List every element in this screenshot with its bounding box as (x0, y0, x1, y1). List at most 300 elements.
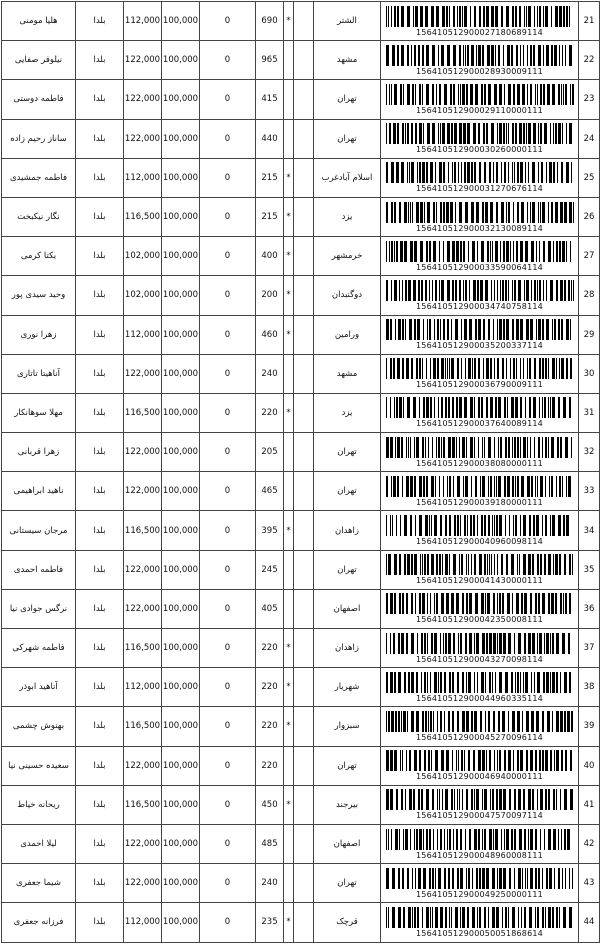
barcode-bar (391, 241, 393, 262)
barcode-bar (508, 202, 510, 223)
barcode (381, 750, 578, 781)
total-amount: 112,000 (124, 2, 162, 41)
barcode-bar (439, 789, 440, 810)
barcode-bar (556, 358, 557, 379)
barcode-bar (513, 515, 514, 536)
barcode-bar (424, 672, 426, 693)
city-name: یزد (314, 393, 381, 432)
barcode-bar (420, 241, 423, 262)
barcode-bar (443, 437, 445, 458)
barcode-bar (522, 84, 525, 105)
barcode-bar (508, 907, 509, 928)
barcode-bar (517, 437, 519, 458)
barcode-bar (437, 711, 438, 732)
barcode-bar (403, 829, 404, 850)
barcode-bar (407, 123, 409, 144)
barcode-bar (482, 45, 484, 66)
barcode-bar (445, 358, 446, 379)
barcode-bar (464, 162, 466, 183)
barcode-bar (453, 476, 454, 497)
barcode-bar (470, 437, 473, 458)
barcode-bar (488, 711, 490, 732)
recipient-name: نرگس جوادی نیا (2, 589, 76, 628)
barcode-bar (404, 515, 407, 536)
barcode-bar (483, 6, 485, 27)
barcode-bar (472, 907, 475, 928)
barcode-bar (404, 241, 407, 262)
barcode-bar (561, 358, 564, 379)
barcode-bar (456, 397, 458, 418)
barcode-bar (391, 280, 392, 301)
barcode-bar (507, 45, 510, 66)
star-mark: * (284, 158, 294, 197)
barcode-number: 156410512900042350008111 (416, 615, 543, 625)
base-amount: 100,000 (162, 158, 200, 197)
barcode-bar (545, 789, 547, 810)
barcode-bar (505, 437, 507, 458)
barcode-bar (492, 789, 494, 810)
total-amount: 112,000 (124, 903, 162, 942)
barcode-bar (542, 319, 544, 340)
barcode-bar (542, 907, 544, 928)
barcode-bar (386, 241, 387, 262)
barcode-bar (459, 280, 461, 301)
recipient-name: فرزانه جعفری (2, 903, 76, 942)
barcode-bar (422, 593, 425, 614)
barcode-bar (474, 437, 475, 458)
barcode-bar (510, 358, 511, 379)
barcode-bar (546, 868, 548, 889)
star-mark: * (284, 276, 294, 315)
barcode-bar (534, 437, 535, 458)
barcode-bar (512, 162, 513, 183)
barcode-bar (439, 84, 441, 105)
barcode-bar (388, 6, 389, 27)
barcode-bar (471, 711, 473, 732)
barcode-bar (489, 672, 491, 693)
code-value: 465 (256, 472, 284, 511)
code-value: 245 (256, 550, 284, 589)
barcode-number: 156410512900034740758114 (416, 301, 543, 311)
barcode-bar (564, 789, 567, 810)
barcode-bar (464, 319, 467, 340)
service-type: بلدا (76, 707, 124, 746)
barcode-bar (488, 476, 489, 497)
barcode-cell (381, 746, 579, 785)
barcode-bar (517, 711, 520, 732)
code-value: 240 (256, 864, 284, 903)
barcode-bar (427, 202, 430, 223)
barcode-bar (544, 554, 546, 575)
empty-cell (294, 276, 314, 315)
service-type: بلدا (76, 393, 124, 432)
barcode (381, 280, 578, 311)
barcode-bar (526, 711, 529, 732)
barcode-number: 156410512900032130089114 (416, 223, 543, 233)
barcode-bar (468, 241, 469, 262)
barcode-number: 156410512900050051868614 (416, 928, 543, 938)
barcode-bar (556, 672, 558, 693)
barcode-bar (457, 6, 458, 27)
barcode-bar (558, 868, 560, 889)
barcode-bar (467, 515, 468, 536)
empty-cell (294, 80, 314, 119)
barcode-bar (483, 358, 484, 379)
row-index: 32 (579, 433, 600, 472)
barcode-bar (539, 6, 541, 27)
barcode-bar (423, 319, 424, 340)
barcode-bar (432, 437, 433, 458)
barcode-bar (536, 319, 537, 340)
barcode-bar (459, 123, 462, 144)
barcode-cell (381, 119, 579, 158)
barcode-bar (520, 45, 521, 66)
barcode-bar (392, 45, 395, 66)
barcode-bar (498, 397, 501, 418)
barcode-bar (413, 280, 416, 301)
barcode-bar (414, 750, 417, 771)
barcode-number: 156410512900028930009111 (416, 66, 543, 76)
barcode-bar (482, 202, 484, 223)
barcode-bar (459, 789, 460, 810)
barcode-bar (393, 123, 396, 144)
barcode-bar (537, 554, 539, 575)
barcode-bar (543, 84, 545, 105)
barcode-bar (566, 6, 568, 27)
barcode-bar (390, 319, 392, 340)
empty-cell (294, 824, 314, 863)
service-type: بلدا (76, 2, 124, 41)
row-index: 43 (579, 864, 600, 903)
barcode-bar (542, 358, 544, 379)
recipient-name: فاطمه دوستی (2, 80, 76, 119)
barcode-bar (426, 84, 429, 105)
barcode-bar (390, 358, 392, 379)
table-row (2, 629, 600, 668)
barcode-number: 156410512900031270676114 (416, 184, 543, 194)
barcode-bar (514, 162, 515, 183)
barcode-bar (492, 515, 493, 536)
barcode-bar (397, 476, 399, 497)
barcode-bar (461, 162, 462, 183)
barcode-bar (408, 280, 411, 301)
service-type: بلدا (76, 550, 124, 589)
code-value: 220 (256, 668, 284, 707)
city-name: اصفهان (314, 589, 381, 628)
barcode-bar (486, 358, 489, 379)
barcode-bar (516, 358, 517, 379)
barcode-bar (476, 45, 477, 66)
barcode-bar (542, 202, 545, 223)
barcode-bar (514, 868, 515, 889)
barcode-bar (465, 202, 468, 223)
barcode-bar (388, 907, 389, 928)
service-type: بلدا (76, 433, 124, 472)
row-index: 25 (579, 158, 600, 197)
recipient-name: فاطمه شهرکی (2, 629, 76, 668)
barcode-bar (477, 241, 478, 262)
barcode-bar (397, 45, 399, 66)
zero-value: 0 (200, 746, 256, 785)
barcode-bar (413, 789, 415, 810)
row-index: 26 (579, 197, 600, 236)
barcode-bar (546, 280, 547, 301)
barcode-image (386, 123, 574, 144)
barcode-bar (477, 907, 478, 928)
barcode-bar (427, 319, 428, 340)
barcode-bar (437, 789, 438, 810)
barcode-bar (559, 358, 560, 379)
barcode-bar (439, 476, 440, 497)
barcode-bar (479, 554, 482, 575)
barcode-bar (388, 829, 389, 850)
empty-cell (294, 119, 314, 158)
barcode-bar (498, 711, 500, 732)
barcode-bar (562, 45, 563, 66)
barcode-bar (572, 868, 573, 889)
barcode-bar (527, 358, 528, 379)
barcode-bar (503, 241, 505, 262)
barcode-bar (523, 789, 525, 810)
barcode-bar (520, 515, 521, 536)
barcode-bar (480, 476, 481, 497)
barcode-bar (517, 672, 519, 693)
barcode-bar (465, 476, 468, 497)
base-amount: 100,000 (162, 197, 200, 236)
barcode-bar (503, 633, 506, 654)
barcode-bar (526, 319, 529, 340)
barcode-bar (538, 123, 539, 144)
barcode-bar (416, 437, 419, 458)
barcode-bar (535, 907, 536, 928)
barcode-bar (460, 84, 461, 105)
city-name: زاهدان (314, 511, 381, 550)
barcode-bar (442, 789, 443, 810)
barcode-bar (530, 319, 533, 340)
barcode-number: 156410512900043270098114 (416, 654, 543, 664)
barcode-cell (381, 550, 579, 589)
barcode-bar (558, 123, 561, 144)
barcode-bar (404, 672, 406, 693)
barcode-bar (394, 593, 396, 614)
barcode-bar (426, 358, 427, 379)
barcode-bar (465, 633, 467, 654)
barcode-bar (523, 123, 525, 144)
recipient-name: ساناز رحیم زاده (2, 119, 76, 158)
barcode-bar (501, 829, 502, 850)
barcode-bar (546, 45, 549, 66)
barcode-bar (407, 554, 410, 575)
barcode-bar (471, 45, 474, 66)
barcode-bar (564, 280, 566, 301)
barcode-bar (571, 711, 573, 732)
barcode-bar (545, 6, 548, 27)
barcode-bar (429, 319, 431, 340)
barcode-bar (489, 829, 492, 850)
barcode-bar (538, 868, 540, 889)
barcode-bar (515, 515, 517, 536)
barcode-bar (514, 829, 516, 850)
barcode-bar (534, 280, 536, 301)
barcode-bar (452, 868, 454, 889)
barcode-bar (411, 45, 412, 66)
barcode-bar (554, 750, 555, 771)
row-index: 40 (579, 746, 600, 785)
barcode-bar (394, 6, 396, 27)
barcode-bar (402, 593, 404, 614)
barcode-bar (559, 476, 561, 497)
barcode-bar (454, 162, 456, 183)
barcode-bar (504, 829, 505, 850)
code-value: 220 (256, 707, 284, 746)
barcode-bar (493, 162, 494, 183)
barcode-cell (381, 2, 579, 41)
base-amount: 100,000 (162, 315, 200, 354)
barcode-bar (559, 554, 561, 575)
barcode-bar (505, 280, 507, 301)
barcode-bar (419, 162, 421, 183)
barcode-bar (554, 319, 556, 340)
barcode-bar (512, 319, 514, 340)
barcode-bar (402, 358, 404, 379)
barcode-bar (552, 319, 553, 340)
barcode-bar (463, 476, 464, 497)
barcode-bar (516, 593, 519, 614)
barcode-bar (386, 515, 387, 536)
barcode-bar (410, 202, 411, 223)
barcode-bar (569, 45, 572, 66)
barcode-number: 156410512900039180000111 (416, 497, 543, 507)
barcode-bar (481, 397, 483, 418)
barcode-bar (431, 554, 434, 575)
barcode-bar (452, 750, 453, 771)
barcode-bar (499, 672, 502, 693)
barcode-bar (459, 45, 461, 66)
total-amount: 122,000 (124, 80, 162, 119)
star-mark: * (284, 785, 294, 824)
barcode-bar (565, 593, 567, 614)
barcode-bar (490, 241, 491, 262)
total-amount: 122,000 (124, 589, 162, 628)
barcode-bar (562, 123, 563, 144)
barcode-bar (489, 162, 491, 183)
barcode-cell (381, 589, 579, 628)
barcode-bar (552, 84, 555, 105)
barcode-bar (415, 6, 418, 27)
barcode-bar (461, 358, 462, 379)
barcode-bar (493, 593, 495, 614)
barcode-bar (460, 907, 461, 928)
barcode-bar (495, 829, 498, 850)
barcode-bar (462, 789, 463, 810)
star-mark (284, 550, 294, 589)
recipient-name: لیلا احمدی (2, 824, 76, 863)
barcode-bar (550, 397, 551, 418)
barcode-bar (538, 593, 540, 614)
barcode-bar (568, 280, 570, 301)
barcode-bar (468, 672, 471, 693)
barcode-bar (548, 829, 551, 850)
barcode-bar (517, 750, 519, 771)
barcode-bar (542, 711, 544, 732)
recipient-name: فاطمه جمشیدی (2, 158, 76, 197)
barcode-bar (532, 202, 535, 223)
barcode-bar (548, 789, 550, 810)
barcode-bar (449, 476, 451, 497)
barcode-bar (487, 593, 490, 614)
barcode-bar (406, 476, 409, 497)
barcode-bar (532, 162, 535, 183)
barcode (381, 711, 578, 742)
barcode-bar (520, 437, 521, 458)
barcode-bar (411, 554, 413, 575)
row-index: 35 (579, 550, 600, 589)
barcode-bar (410, 476, 413, 497)
barcode-bar (473, 750, 475, 771)
empty-cell (294, 746, 314, 785)
city-name: شهریار (314, 668, 381, 707)
barcode-bar (425, 437, 426, 458)
service-type: بلدا (76, 354, 124, 393)
barcode-bar (524, 280, 525, 301)
code-value: 405 (256, 589, 284, 628)
recipient-name: نگار نیکبخت (2, 197, 76, 236)
barcode-bar (546, 162, 547, 183)
barcode-bar (512, 711, 515, 732)
barcode-bar (425, 6, 428, 27)
barcode-bar (537, 907, 539, 928)
barcode-bar (442, 123, 445, 144)
barcode-bar (394, 84, 397, 105)
barcode-bar (386, 280, 388, 301)
barcode-cell (381, 824, 579, 863)
barcode-number: 156410512900030260000111 (416, 145, 543, 155)
barcode-bar (504, 476, 506, 497)
barcode-image (386, 829, 574, 850)
barcode-bar (402, 750, 403, 771)
barcode-number: 156410512900037640089114 (416, 419, 543, 429)
barcode-bar (523, 515, 526, 536)
barcode-bar (402, 476, 403, 497)
barcode-bar (407, 162, 408, 183)
barcode-bar (532, 789, 534, 810)
barcode-bar (426, 162, 428, 183)
barcode-bar (422, 45, 424, 66)
barcode-bar (386, 437, 389, 458)
barcode-bar (459, 397, 462, 418)
barcode-bar (434, 672, 437, 693)
barcode-bar (502, 280, 504, 301)
code-value: 965 (256, 41, 284, 80)
barcode-bar (460, 868, 463, 889)
barcode-bar (520, 397, 522, 418)
barcode-bar (556, 907, 558, 928)
barcode-bar (435, 907, 438, 928)
barcode-bar (424, 633, 426, 654)
zero-value: 0 (200, 158, 256, 197)
barcode-bar (475, 84, 478, 105)
barcode-bar (495, 397, 497, 418)
zero-value: 0 (200, 41, 256, 80)
table-row (2, 276, 600, 315)
barcode-bar (509, 868, 511, 889)
barcode-bar (484, 437, 485, 458)
barcode-number: 156410512900038080000111 (416, 458, 543, 468)
recipient-name: هلیا مومنی (2, 2, 76, 41)
barcode-image (386, 711, 574, 732)
code-value: 215 (256, 158, 284, 197)
barcode-bar (423, 476, 425, 497)
